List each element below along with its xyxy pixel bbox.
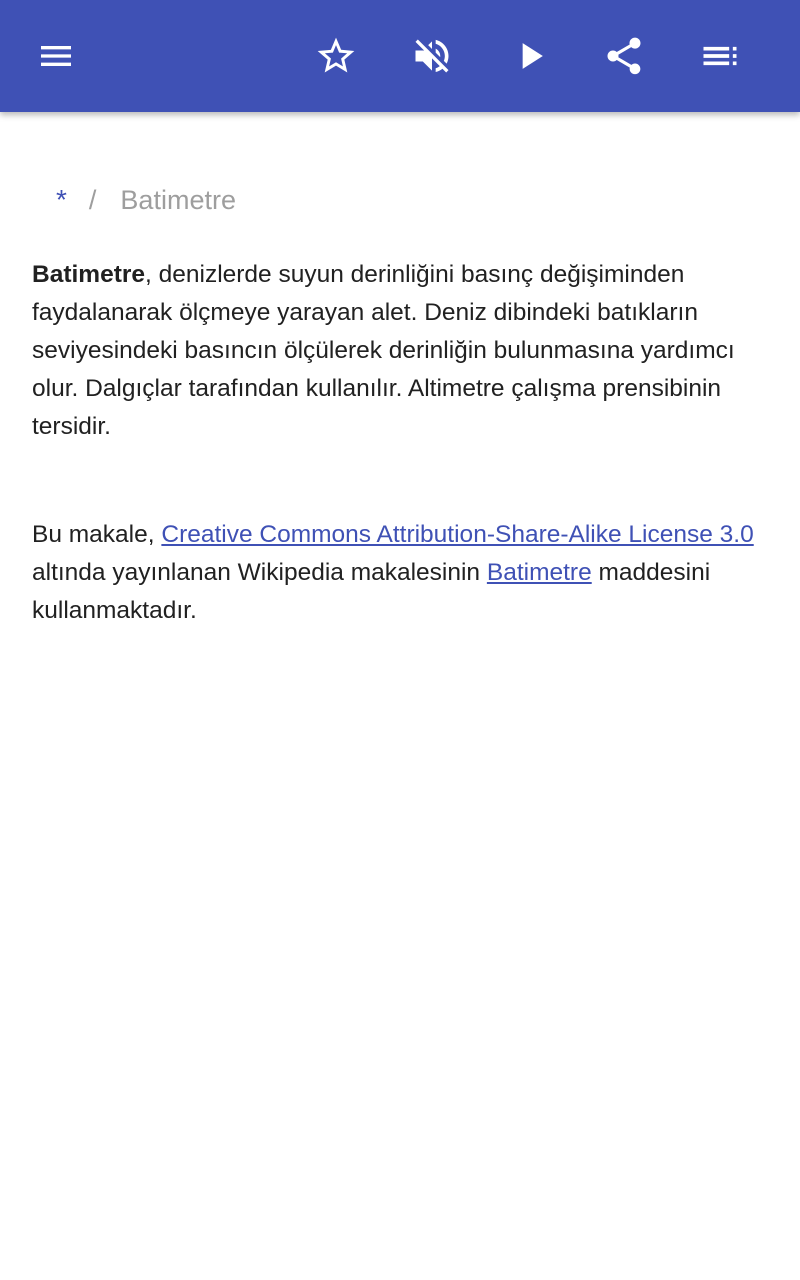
- play-button[interactable]: [502, 28, 558, 84]
- breadcrumb-root-link[interactable]: *: [56, 184, 67, 215]
- mute-button[interactable]: [404, 28, 460, 84]
- volume-off-icon: [410, 34, 454, 78]
- attribution-suffix: maddesini kullanmaktadır.: [32, 559, 711, 624]
- wikipedia-article-link[interactable]: Batimetre: [486, 559, 592, 586]
- article-body-text: , denizlerde suyun derinliğini basınç değişiminden faydalanarak ölçmeye yarayan alet. Deniz dibindeki batıkların seviyesindeki basıncın ölçülerek derinliğin bulunmasına yardımcı olur. Dalgıçlar tarafından kullanılır. Altimetre çalışma prensibinin tersidir.: [32, 261, 735, 440]
- app-toolbar: [0, 0, 800, 112]
- article-term: Batimetre: [32, 261, 146, 288]
- breadcrumb: [56, 180, 236, 220]
- favorite-button[interactable]: [308, 28, 364, 84]
- play-icon: [508, 34, 552, 78]
- share-button[interactable]: [596, 28, 652, 84]
- menu-icon: [36, 36, 76, 76]
- breadcrumb-separator: /: [88, 184, 97, 215]
- menu-button[interactable]: [28, 28, 84, 84]
- attribution-paragraph: [32, 516, 762, 630]
- article-paragraph: [32, 256, 762, 446]
- toc-icon: [698, 34, 742, 78]
- breadcrumb-current: Batimetre: [120, 184, 236, 215]
- license-link[interactable]: Creative Commons Attribution-Share-Alike License 3.0: [161, 521, 754, 548]
- attribution-prefix: Bu makale,: [32, 521, 162, 548]
- star-outline-icon: [314, 34, 358, 78]
- share-icon: [602, 34, 646, 78]
- attribution-middle: altında yayınlanan Wikipedia makalesinin: [32, 559, 487, 586]
- contents-button[interactable]: [692, 28, 748, 84]
